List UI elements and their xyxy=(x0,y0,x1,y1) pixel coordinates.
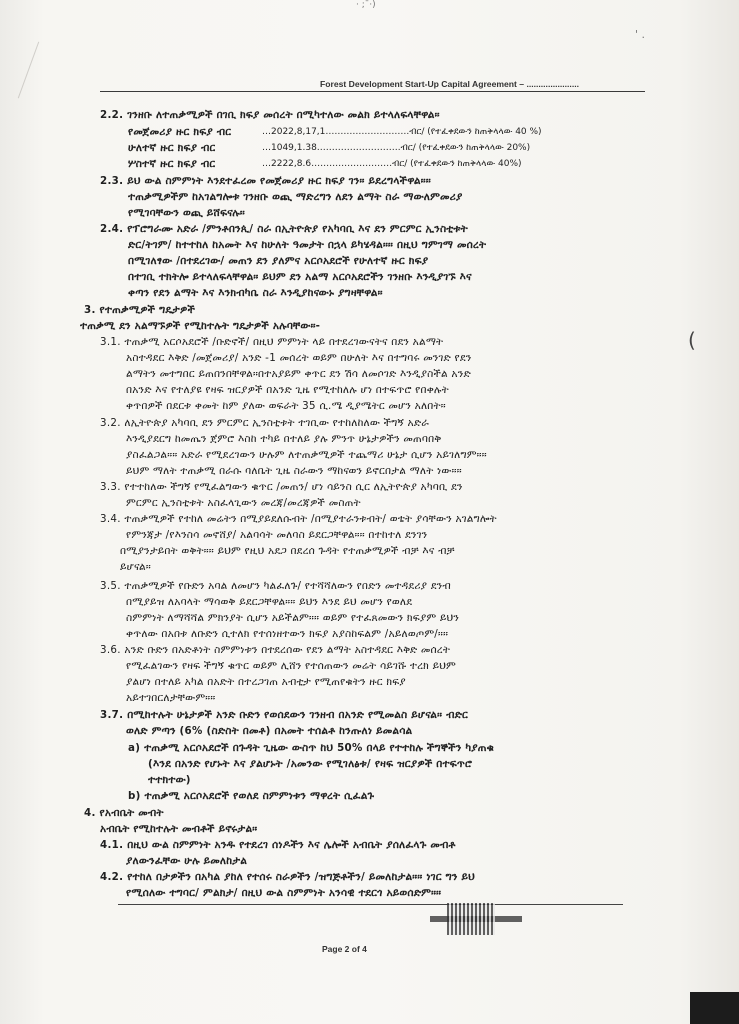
paragraph-line: ድር/ትገም/ ከተተከለ ከአመት እና ከሁለት ዓመታት በኋላ ይካሄዳል።። በዚህ ግምገማ መሰረት xyxy=(128,239,487,251)
paragraph-line: አብቤት የሚከተሉት መብቶች ይኖሩታል። xyxy=(100,823,258,835)
paragraph-line: በተገቢ ተክትሎ ይተላለፍላቸዋል። ይህም ደን አልማ አርሶአደሮችን ገንዘቡ እንዲያገኙ እና xyxy=(128,271,472,283)
paragraph-line: 3.1. ተጠቃሚ አርሶአደሮች /ቡድኖች/ በዚህ ምምነት ላይ በተደረገውናትና በደን አልማት xyxy=(100,336,444,348)
paragraph-line: ተጠቃሚ ደን አልማኙዎች የሚከተሉት ግዴታዎች አሉባቸው።- xyxy=(80,320,321,332)
top-edge-mark: · ;¯·) xyxy=(356,0,376,10)
paragraph-line: ያለውንፈቸው ሁሉ ይመለከታል xyxy=(126,855,248,867)
paragraph-line: የመጀመሪያ ዙር ክፍያ ብር xyxy=(128,126,232,138)
paragraph-line: 3.7. በሚከተሉት ሁኔታዎች አንድ ቡድን የወሰደውን ገንዘብ በአንድ የሚመልስ ይሆናል። ብድር xyxy=(100,709,469,721)
paper-crease xyxy=(18,42,39,99)
amount-fill-1: …2022,8,17,1……………………….ብር/ (የተፈቀደውን ከጠቅላላው 40 %) xyxy=(262,127,542,137)
margin-paren-mark: ( xyxy=(688,328,696,352)
paragraph-line: የሚገባቸውን ወጪ ይሸፍናሉ። xyxy=(128,207,246,219)
paragraph-line: የሚፈልገውን የዛፍ ችግኝ ቁጥር ወይም ሊሸን የተሰጠውን መሬት ሳይገሹ ተረክ ይህም xyxy=(126,660,456,672)
paragraph-line: አስተዳደር እቅድ /መጀመሪያ/ አንድ -1 መሰረት ወይም በሁለት እና በተግባሩ መንገድ የደን xyxy=(126,352,472,364)
paragraph-line: ይህም ማለት ተጠቃሚ በራሱ ባለቤት ጊዜ ስራውን ማከናወን ይኖርበታል ማለት ነው።። xyxy=(126,465,462,477)
top-right-mark: ' . xyxy=(635,28,646,41)
section-heading: 3. የተጠቃሚዎች ግዴታዎች xyxy=(84,304,196,316)
paragraph-line: 3.3. የተተከለው ችግኝ የሚፈልግውን ቁጥር /መጠን/ ሆነ ሳይንስ ሲር ለኢትዮጵያ አካባቢ ደን xyxy=(100,481,463,493)
paragraph-line: 3.5. ተጠቃሚዎች የቡድን አባል ለመሆን ካልፈለጉ/ የተሻሻለውን የበድን መተዳደሪያ ደንብ xyxy=(100,580,451,592)
scan-corner-shadow xyxy=(690,992,739,1024)
paragraph-line: 4.1. በዚህ ውል ስምምነት አንዱ የተደረገ ሰነዶችን እና ሌሎች አብቤት ያሰለፈላጉ መብቶ xyxy=(100,839,456,851)
paragraph-line: በሚያይዝ ለአባላት ማሳወቅ ይደርጋቸዋል።። ይህን እንደ ይህ መሆን የወለደ xyxy=(126,596,413,608)
section-heading: 4. የአብቤት መብት xyxy=(84,807,164,819)
list-item-a: a) ተጠቃሚ አርሶአደሮች በጉዳት ጊዜው ውስጥ ከህ 50% በላይ የተተከሉ ችግኞችን ካያጠቁ xyxy=(128,742,494,754)
paragraph-line: ተተክተው) xyxy=(148,774,191,786)
paragraph-line: ያስፈልጋል።። አድራ የሚደረገውን ሁሉም ለተጠቃሚዎች ተጨማሪ ሁኔታ ሲሆን አይገለግም።። xyxy=(126,449,487,461)
page-number: Page 2 of 4 xyxy=(322,944,367,954)
paragraph-line: እንዲያደርግ ከመጤን ጀምሮ እስከ ተካይ በተለይ ያሉ ምንጥ ሁኔታዎችን መጠባበቅ xyxy=(126,433,442,445)
paragraph-line: ሁለተኛ ዙር ክፍያ ብር xyxy=(128,142,216,154)
paragraph-line: ሦስተኛ ዙር ክፍያ ብር xyxy=(128,158,216,170)
paragraph-line: 2.3. ይህ ውል ስምምነት እንደተፈረመ የመጀመሪያ ዙር ክፍያ ገን። ይደረግላችዋል።። xyxy=(100,175,431,187)
header-rule xyxy=(100,91,645,92)
list-item-b: b) ተጠቃሚ አርሶአደሮች የወለደ ስምምነቱን ማዋረት ሲፈልጉ xyxy=(128,790,375,802)
paragraph-line: 3.4. ተጠቃሚዎች የተከለ መሬትን በሚያይደለሱብት /በሚያተራንቱብት/ ወቴት ያሳቸውን አገልግሎት xyxy=(100,513,497,525)
paragraph-line: ስምምነት ለማሻሻል ምክንያት ሲሆን አይችልም።። ወይም የተፈጸመውን ክፍያም ይህን xyxy=(126,612,460,624)
paragraph-line: ወለድ ምጣን (6% (ስድስት በመቶ) በአመት ተሰልቶ ከንጡለነ ይመልሳል xyxy=(126,725,413,737)
paragraph-line: 4.2. የተከለ በታዎችን በአካል ያከለ የተሰሩ ስራዎችን /ዝግጅቶችን/ ይመለከታል።። ነገር ግን ይህ xyxy=(100,871,475,883)
paragraph-line: (እንደ በአንድ የሆኑት እና ያልሆኑት /አመንው የሚገለፅቱ/ የዛፍ ዝርያዎች በተፍጥሮ xyxy=(148,758,473,770)
paragraph-line: የምንጃታ /የእንስሳ መኖሸያ/ አልባሳት መለባስ ይደርጋቸዋል።። በተከተለ ደንገን xyxy=(126,529,428,541)
paragraph-line: ምርምር ኢንስቲቱት አስፈላጊውን መረጃ/መረጃዎች መስጠት xyxy=(126,497,361,509)
paragraph-line: ተጠቃሚዎችም ከአገልግሎቱ ገንዘቡ ወጪ ማድረግን ለደን ልማት ስራ ማውለምመሪያ xyxy=(128,191,463,203)
paragraph-line: የሚሰለው ተግባር/ ምልክታ/ በዚህ ውል ስምምነት አንሳዊ ተደርጎ አይወሰድም።። xyxy=(126,887,442,899)
paragraph-line: 2.2. ገንዘቡ ለተጠቃሚዎች በገቢ ክፍያ መሰረት በሚካተለው መልክ ይተላለፍላቸዋል። xyxy=(100,109,440,121)
amount-fill-3: …2222,8.6………………………ብር/ (የተፈቀደውን ከጠቅላላው 40%) xyxy=(262,159,522,169)
paragraph-line: 3.2. ለኢትዮጵያ አካባቢ ደን ምርምር ኢንስቲቱት ተገቢው የተከለከለው ችግኝ አድራ xyxy=(100,417,429,429)
stamp-seal xyxy=(447,903,495,935)
paragraph-line: ቀጣን የደን ልማት እና እንክብካቤ ስራ እንዲያከናውኑ ያግዛቸዋል። xyxy=(128,287,383,299)
paragraph-line: ያልሆነ በተለይ አካል በአድት በተረጋገጠ አብቲታ የሚጠየቁትን ዙር ክፍያ xyxy=(126,676,406,688)
bottom-rule xyxy=(118,904,623,905)
paragraph-line: በሚያንታይበት ወቅት።። ይህም የዚህ አደጋ በደረሰ ጉዳት የተጠቃሚዎች ብቻ እና ብቻ xyxy=(120,545,455,557)
paragraph-line: 3.6. አንድ ቡድን በአድቶነት ስምምነቱን በተደረሰው የደን ልማት አስተዳደር እቅድ መሰረት xyxy=(100,644,451,656)
amount-fill-2: …1049,1.38……………………….ብር/ (የተፈቀደውን ከጠቅላላው 20%) xyxy=(262,143,531,153)
paragraph-line: ቀጥለው በአበቱ ለቡድን ሲተለክ የተሰነዘተውን ክፍያ አያስከፍልም /አይለወጦም/።። xyxy=(126,628,449,640)
paragraph-line: 2.4. የፕሮግራሙ አድራ /ምንቶበንጲ/ ስራ በኢትዮጵያ የአካባቢ እና ደን ምርምር ኢንስቲቱት xyxy=(100,223,468,235)
paragraph-line: በአንድ እና የተለያዩ የዛፍ ዝርያዎች በአንድ ጊዜ የሚተከለሉ ሆነ በተፍጥሮ የበቀሉት xyxy=(126,384,449,396)
paragraph-line: አይተገበርለታቸውም።። xyxy=(126,692,216,704)
document-header-title: Forest Development Start-Up Capital Agreement – ...................... xyxy=(320,79,579,89)
paragraph-line: ልማትን መተግበር ይጠበንበቸዋል።በተአያይም ቀጥር ደን ሽሳ ለመሶገድ እንዲያስችል አንድ xyxy=(126,368,471,380)
paragraph-line: ቀጥበዎች በደርቱ ቀመት ከም ያለው ወፍራት 35 ሲ.ሜ ዲያሜትር መሆን አለበት። xyxy=(126,400,446,412)
paragraph-line: በሚገለፃው /በተደረገው/ መጠን ደን ያለምና አርሶአደሮች የሁለተኛ ዙር ክፍያ xyxy=(128,255,429,267)
paragraph-line: ይሆናል። xyxy=(120,561,151,573)
